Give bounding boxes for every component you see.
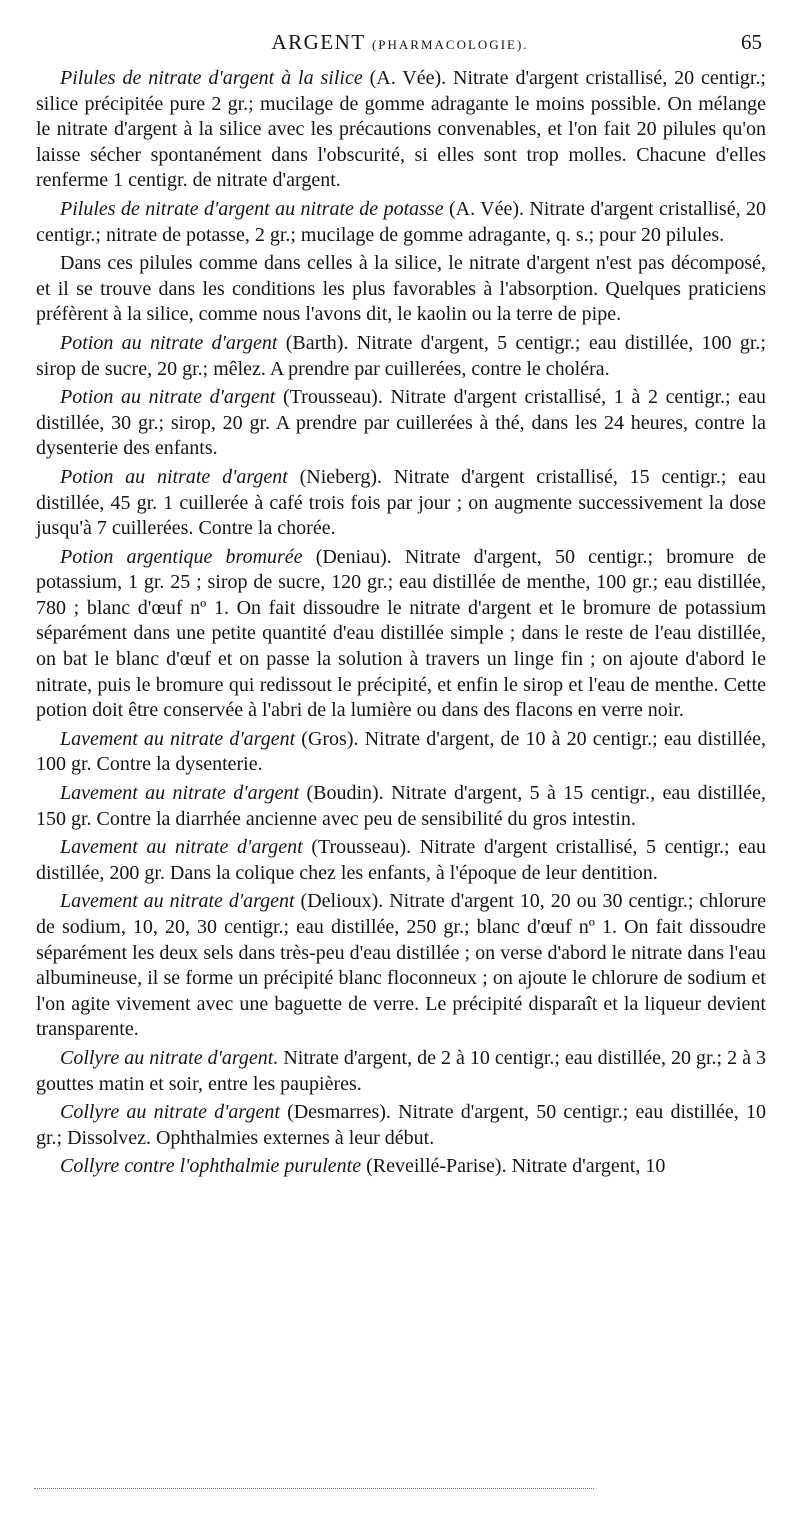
recipe-title: Potion au nitrate d'argent: [60, 331, 278, 354]
recipe-entry: [36, 781, 766, 832]
recipe-text: (A. Vée). Nitrate d'argent cristallisé, 20 centigr.; silice précipitée pure 2 gr.; mucilage de gomme adragante le moins possible. On mélange le nitrate d'argent à la silice avec les précautions convenables, et l'on fait 20 pilules qu'on laisse sécher spontanément dans l'obscurité, si elles sont trop molles. Chacune d'elles renferme 1 centigr. de nitrate d'argent.: [36, 67, 766, 192]
recipe-text: (Boudin). Nitrate d'argent, 5 à 15 centigr., eau distillée, 150 gr. Contre la diarrhée ancienne avec peu de sensibilité du gros intestin.: [36, 782, 766, 830]
recipe-text: (Trousseau). Nitrate d'argent cristallisé, 5 centigr.; eau distillée, 200 gr. Dans la colique chez les enfants, à l'époque de leur dentition.: [36, 836, 766, 884]
recipe-title: Pilules de nitrate d'argent au nitrate de potasse: [60, 197, 444, 220]
recipe-title: Potion au nitrate d'argent: [60, 386, 276, 409]
recipe-text: (Trousseau). Nitrate d'argent cristallisé, 1 à 2 centigr.; eau distillée, 30 gr.; sirop, 20 gr. A prendre par cuillerées à thé, dans les 24 heures, contre la dysenterie des enfants.: [36, 386, 766, 460]
recipe-entry: [36, 385, 766, 462]
recipe-title: Collyre au nitrate d'argent: [60, 1101, 280, 1124]
recipe-text: Dans ces pilules comme dans celles à la silice, le nitrate d'argent n'est pas décomposé, et il se trouve dans les conditions les plus favorables à l'absorption. Quelques praticiens préfèrent à la silice, comme nous l'avons dit, le kaolin ou la terre de pipe.: [36, 252, 766, 326]
recipe-title: Lavement au nitrate d'argent: [60, 782, 300, 805]
recipe-entry: [36, 251, 766, 328]
footer-rule: [34, 1488, 594, 1489]
recipe-entry: [36, 1046, 766, 1097]
page-header: [34, 30, 766, 60]
recipe-title: Potion au nitrate d'argent: [60, 465, 288, 488]
recipe-entry: [36, 197, 766, 248]
recipe-text: (Nieberg). Nitrate d'argent cristallisé, 15 centigr.; eau distillée, 45 gr. 1 cuillerée à café trois fois par jour ; on augmente successivement la dose jusqu'à 7 cuillerées. Contre la chorée.: [36, 465, 766, 540]
running-head-title: ARGENT: [271, 30, 366, 54]
running-head-subtitle: (PHARMACOLOGIE).: [371, 37, 529, 52]
recipe-title: Collyre contre l'ophthalmie purulente: [60, 1155, 362, 1178]
page-number: 65: [741, 30, 762, 54]
recipe-text: Nitrate d'argent, de 2 à 10 centigr.; eau distillée, 20 gr.; 2 à 3 gouttes matin et soir, entre les paupières.: [36, 1046, 766, 1095]
recipe-entry: [36, 66, 766, 194]
recipe-text: (Barth). Nitrate d'argent, 5 centigr.; eau distillée, 100 gr.; sirop de sucre, 20 gr.; mêlez. A prendre par cuillerées, contre le choléra.: [36, 331, 766, 380]
recipe-text: (Desmarres). Nitrate d'argent, 50 centigr.; eau distillée, 10 gr.; Dissolvez. Ophthalmies externes à leur début.: [36, 1101, 766, 1149]
recipe-entry: [36, 1154, 766, 1180]
recipe-text: (Reveillé-Parise). Nitrate d'argent, 10: [361, 1155, 666, 1178]
recipe-entry: [36, 331, 766, 382]
recipe-title: Lavement au nitrate d'argent: [60, 727, 296, 750]
recipe-text: (A. Vée). Nitrate d'argent cristallisé, 20 centigr.; nitrate de potasse, 2 gr.; mucilage de gomme adragante, q. s.; pour 20 pilules.: [36, 197, 767, 246]
recipe-text: (Gros). Nitrate d'argent, de 10 à 20 centigr.; eau distillée, 100 gr. Contre la dysenterie.: [36, 727, 766, 776]
recipe-text: (Deniau). Nitrate d'argent, 50 centigr.; bromure de potassium, 1 gr. 25 ; sirop de sucre, 120 gr.; eau distillée de menthe, 100 gr.; eau distillée, 780 ; blanc d'œuf nº 1. On fait dissoudre le nitrate d'argent et le bromure de potassium séparément dans une petite quantité d'eau distillée simple ; dans le reste de l'eau distillée, on bat le blanc d'œuf et on passe la solution à travers un linge fin ; on ajoute d'abord le nitrate, puis le bromure qui redissout le précipité, et enfin le sirop et l'eau de menthe. Cette potion doit être conservée à l'abri de la lumière ou dans des flacons en verre noir.: [36, 545, 766, 722]
recipe-title: Lavement au nitrate d'argent: [60, 836, 303, 859]
recipe-title: Potion argentique bromurée: [60, 545, 303, 568]
recipe-entry: [36, 727, 766, 778]
recipe-entry: [36, 545, 766, 724]
recipe-entry: [36, 465, 766, 542]
running-head: [34, 30, 766, 55]
recipe-title: Collyre au nitrate d'argent.: [60, 1046, 279, 1069]
recipe-entry: [36, 835, 766, 886]
recipe-text: (Delioux). Nitrate d'argent 10, 20 ou 30 centigr.; chlorure de sodium, 10, 20, 30 centigr.; eau distillée, 250 gr.; blanc d'œuf nº 1. On fait dissoudre séparément les deux sels dans très-peu d'eau distillée ; on verse d'abord le nitrate dans l'eau albumineuse, il se forme un précipité blanc floconneux ; on ajoute le chlorure de sodium et l'on agite vivement avec une baguette de verre. Le précipité disparaît et la liqueur devient transparente.: [36, 890, 767, 1041]
recipe-title: Pilules de nitrate d'argent à la silice: [60, 67, 363, 89]
recipe-entry: [36, 889, 766, 1043]
recipe-entry: [36, 1100, 766, 1151]
body-text: [36, 66, 766, 1183]
recipe-title: Lavement au nitrate d'argent: [60, 890, 295, 913]
